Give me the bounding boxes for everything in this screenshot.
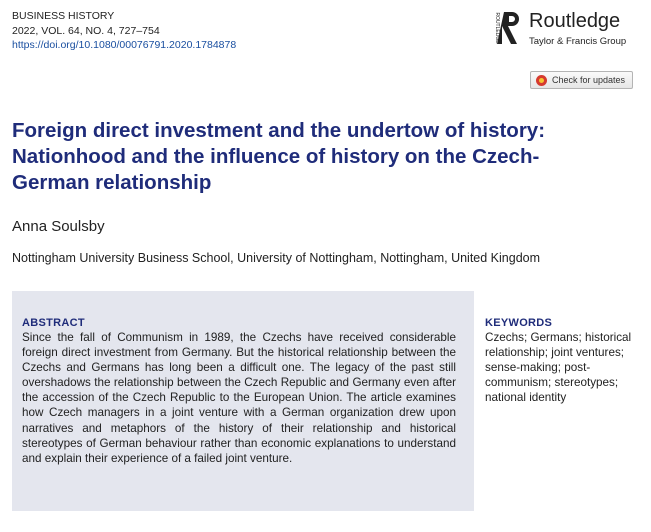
author-name: Anna Soulsby xyxy=(12,218,105,235)
publisher-name: Routledge xyxy=(529,10,621,32)
author-affiliation: Nottingham University Business School, University of Nottingham, Nottingham, United Kingdom xyxy=(12,251,541,265)
check-for-updates-label: Check for updates xyxy=(552,75,626,85)
journal-name: BUSINESS HISTORY xyxy=(12,10,115,22)
abstract-heading: ABSTRACT xyxy=(22,317,85,329)
publisher-group: Taylor & Francis Group xyxy=(529,36,627,47)
abstract-text: Since the fall of Communism in 1989, the Czechs have received considerable foreign direct investment from Germany. But the historical relationship between the Czechs and Germans has long been a difficult one. The legacy of the past still overshadows the relationship between the Czech Republic and Germany even after the accession of the Czech Republic to the European Union. The article examines how Czech managers in a joint venture with a German organization drew upon narratives and metaphors of the history of their relationship and historical stereotypes of German behaviour rather than economic explanations to understand and explain their experience of a failed joint venture. xyxy=(22,331,456,465)
routledge-emblem-icon xyxy=(490,8,524,48)
emblem-text: ROUTLEDGE xyxy=(494,12,500,44)
doi-link[interactable]: https://doi.org/10.1080/00076791.2020.1784878 xyxy=(12,39,237,51)
check-for-updates-button[interactable] xyxy=(530,71,633,89)
journal-meta xyxy=(12,9,236,53)
keywords-heading: KEYWORDS xyxy=(485,317,553,329)
journal-citation: 2022, VOL. 64, NO. 4, 727–754 xyxy=(12,24,160,37)
keywords-text: Czechs; Germans; historical relationship; joint ventures; sense-making; post-communism; stereotypes; national identity xyxy=(485,331,632,405)
publisher-logo xyxy=(490,6,640,52)
crossmark-icon xyxy=(536,75,547,86)
article-title: Foreign direct investment and the undertow of history: Nationhood and the influence of history on the Czech-German relationship xyxy=(12,119,546,194)
